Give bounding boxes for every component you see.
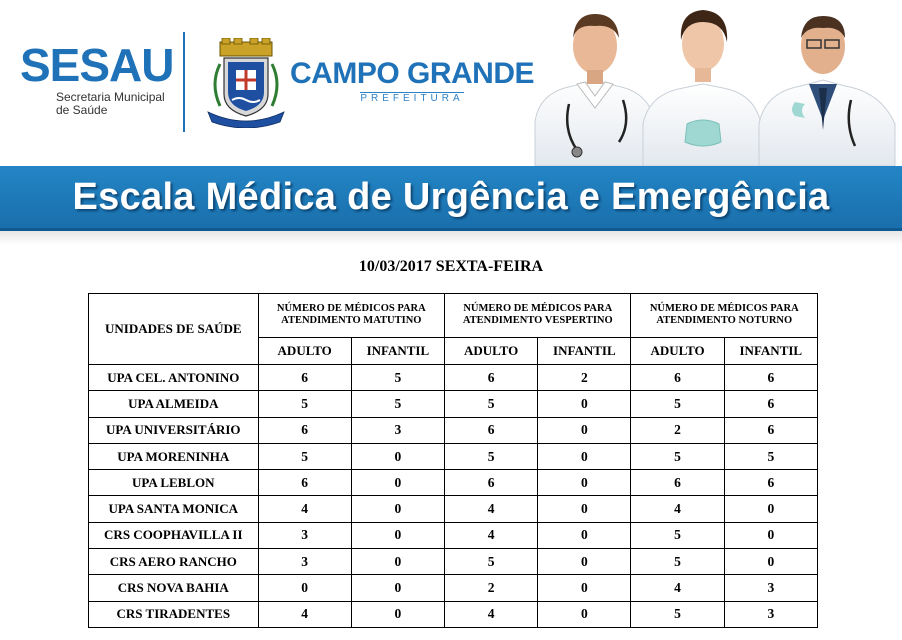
doctor-count-cell: 0 — [538, 575, 631, 601]
table-body — [89, 365, 818, 628]
sesau-logo — [20, 39, 174, 117]
unit-name-cell: UPA ALMEIDA — [89, 391, 259, 417]
schedule-date: 10/03/2017 SEXTA-FEIRA — [358, 258, 544, 275]
header — [0, 0, 902, 166]
table-header-row — [89, 294, 818, 338]
subheader-adult: ADULTO — [631, 337, 724, 364]
city-logo-text: CAMPO GRANDE — [290, 57, 535, 90]
doctor-count-cell: 5 — [445, 549, 538, 575]
table-row — [89, 601, 818, 627]
table-row — [89, 391, 818, 417]
doctor-count-cell: 0 — [351, 601, 444, 627]
schedule-table — [88, 293, 818, 628]
doctor-count-cell: 6 — [445, 417, 538, 443]
table-row — [89, 417, 818, 443]
sesau-subtitle-line2: de Saúde — [56, 103, 108, 117]
doctor-count-cell: 5 — [631, 391, 724, 417]
doctor-count-cell: 0 — [351, 496, 444, 522]
unit-name-cell: UPA MORENINHA — [89, 443, 259, 469]
doctor-count-cell: 4 — [445, 601, 538, 627]
doctor-count-cell: 6 — [724, 365, 817, 391]
doctor-count-cell: 0 — [538, 601, 631, 627]
table-row — [89, 575, 818, 601]
doctor-count-cell: 5 — [351, 391, 444, 417]
doctor-count-cell: 6 — [258, 470, 351, 496]
doctor-count-cell: 0 — [351, 575, 444, 601]
doctor-count-cell: 3 — [351, 417, 444, 443]
table-row — [89, 522, 818, 548]
doctor-count-cell: 0 — [538, 417, 631, 443]
doctor-count-cell: 6 — [258, 365, 351, 391]
subheader-adult: ADULTO — [445, 337, 538, 364]
banner-title: Escala Médica de Urgência e Emergência — [72, 176, 830, 218]
doctor-count-cell: 6 — [724, 417, 817, 443]
unit-name-cell: CRS AERO RANCHO — [89, 549, 259, 575]
doctor-count-cell: 4 — [445, 496, 538, 522]
subheader-child: INFANTIL — [538, 337, 631, 364]
unit-name-cell: UPA LEBLON — [89, 470, 259, 496]
unit-name-cell: CRS TIRADENTES — [89, 601, 259, 627]
doctor-count-cell: 5 — [351, 365, 444, 391]
doctor-count-cell: 0 — [538, 522, 631, 548]
subheader-child: INFANTIL — [724, 337, 817, 364]
doctor-count-cell: 4 — [258, 601, 351, 627]
city-logo — [290, 58, 534, 104]
period-header-night: NÚMERO DE MÉDICOS PARA ATENDIMENTO NOTURNO — [631, 294, 818, 338]
table-row — [89, 443, 818, 469]
unit-name-cell: UPA UNIVERSITÁRIO — [89, 417, 259, 443]
doctor-count-cell: 6 — [724, 470, 817, 496]
doctor-count-cell: 0 — [258, 575, 351, 601]
doctor-count-cell: 5 — [631, 601, 724, 627]
doctor-count-cell: 6 — [445, 365, 538, 391]
banner-shadow — [0, 231, 902, 245]
doctor-count-cell: 4 — [631, 575, 724, 601]
sesau-logo-text: SESAU — [20, 39, 174, 91]
sesau-subtitle — [56, 91, 173, 117]
doctor-count-cell: 5 — [724, 443, 817, 469]
table-row — [89, 365, 818, 391]
doctor-count-cell: 0 — [538, 549, 631, 575]
sesau-subtitle-line1: Secretaria Municipal — [56, 90, 165, 104]
doctor-count-cell: 3 — [258, 549, 351, 575]
table-row — [89, 496, 818, 522]
doctor-count-cell: 3 — [724, 601, 817, 627]
subheader-child: INFANTIL — [351, 337, 444, 364]
doctor-count-cell: 0 — [351, 549, 444, 575]
doctor-count-cell: 0 — [351, 522, 444, 548]
doctor-count-cell: 3 — [724, 575, 817, 601]
logo-divider — [183, 32, 185, 132]
doctor-count-cell: 6 — [445, 470, 538, 496]
doctor-count-cell: 5 — [258, 443, 351, 469]
doctor-count-cell: 0 — [724, 522, 817, 548]
doctor-count-cell: 2 — [538, 365, 631, 391]
table-row — [89, 549, 818, 575]
doctor-count-cell: 5 — [258, 391, 351, 417]
doctor-count-cell: 4 — [631, 496, 724, 522]
doctor-count-cell: 0 — [538, 496, 631, 522]
unit-name-cell: CRS COOPHAVILLA II — [89, 522, 259, 548]
doctor-count-cell: 5 — [631, 549, 724, 575]
doctors-illustration — [533, 0, 902, 166]
doctor-count-cell: 5 — [631, 443, 724, 469]
doctor-count-cell: 0 — [351, 443, 444, 469]
city-crest-icon — [206, 38, 286, 128]
unit-name-cell: UPA SANTA MONICA — [89, 496, 259, 522]
city-logo-subtitle: PREFEITURA — [360, 93, 464, 104]
doctor-count-cell: 2 — [631, 417, 724, 443]
doctor-count-cell: 6 — [258, 417, 351, 443]
period-header-afternoon: NÚMERO DE MÉDICOS PARA ATENDIMENTO VESPERTINO — [445, 294, 631, 338]
doctor-count-cell: 0 — [538, 443, 631, 469]
subheader-adult: ADULTO — [258, 337, 351, 364]
units-column-header: UNIDADES DE SAÚDE — [89, 294, 259, 365]
period-header-morning: NÚMERO DE MÉDICOS PARA ATENDIMENTO MATUTINO — [258, 294, 444, 338]
doctor-count-cell: 6 — [631, 365, 724, 391]
doctor-count-cell: 0 — [724, 549, 817, 575]
doctor-count-cell: 6 — [631, 470, 724, 496]
title-banner — [0, 166, 902, 231]
doctor-count-cell: 0 — [538, 391, 631, 417]
doctor-count-cell: 0 — [724, 496, 817, 522]
doctor-count-cell: 5 — [445, 443, 538, 469]
unit-name-cell: UPA CEL. ANTONINO — [89, 365, 259, 391]
doctor-count-cell: 5 — [631, 522, 724, 548]
doctor-count-cell: 0 — [538, 470, 631, 496]
table-row — [89, 470, 818, 496]
doctor-count-cell: 4 — [258, 496, 351, 522]
doctor-count-cell: 2 — [445, 575, 538, 601]
doctor-count-cell: 3 — [258, 522, 351, 548]
unit-name-cell: CRS NOVA BAHIA — [89, 575, 259, 601]
doctor-count-cell: 4 — [445, 522, 538, 548]
doctor-count-cell: 5 — [445, 391, 538, 417]
doctor-count-cell: 6 — [724, 391, 817, 417]
doctor-count-cell: 0 — [351, 470, 444, 496]
